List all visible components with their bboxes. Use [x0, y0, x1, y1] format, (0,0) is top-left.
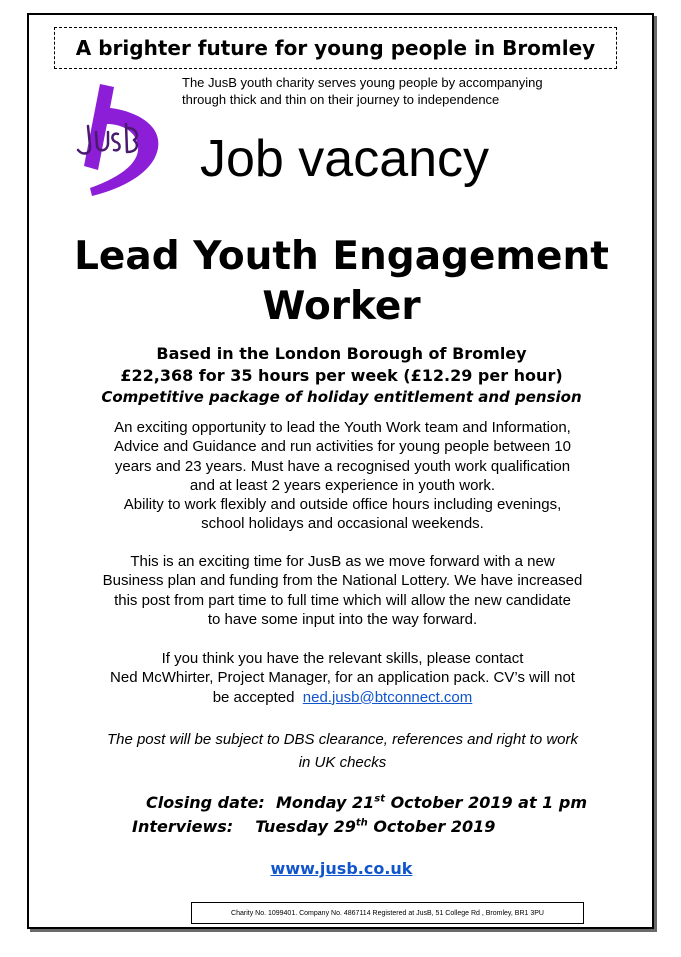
- job-facts: [40, 343, 643, 407]
- job-package: Competitive package of holiday entitlement and pension: [101, 388, 582, 406]
- job-salary: £22,368 for 35 hours per week (£12.29 per hour): [120, 366, 563, 385]
- logo-letters: [78, 124, 137, 153]
- contact-line-3: [80, 688, 605, 707]
- context-line: This is an exciting time for JusB as we move forward with a new: [130, 553, 555, 570]
- closing-date-label: Closing date:: [146, 793, 265, 812]
- intro-line-2: through thick and thin on their journey to independence: [182, 92, 500, 107]
- jusb-logo-icon: [70, 84, 162, 196]
- closing-date-value-b: October 2019 at 1 pm: [385, 793, 588, 812]
- description-paragraph: [80, 418, 605, 534]
- context-paragraph: [80, 552, 605, 629]
- dbs-line-2: in UK checks: [298, 754, 387, 771]
- job-title-line-2: Worker: [262, 284, 421, 329]
- interview-value-b: October 2019: [367, 817, 496, 836]
- intro-text: [182, 74, 602, 108]
- interview-label: Interviews:: [132, 817, 234, 836]
- interview-value-a: Tuesday 29: [255, 817, 356, 836]
- dbs-line-1: The post will be subject to DBS clearance, references and right to work: [106, 731, 579, 748]
- contact-accepted-text: be accepted: [212, 688, 295, 706]
- description-line: school holidays and occasional weekends.: [201, 515, 484, 533]
- job-title-line-1: Lead Youth Engagement: [74, 234, 609, 279]
- logo-swoosh: [84, 84, 158, 196]
- email-link[interactable]: ned.jusb@btconnect.com: [302, 688, 473, 706]
- banner-tagline: A brighter future for young people in Bromley: [54, 27, 617, 69]
- contact-paragraph: [80, 649, 605, 707]
- job-title: [40, 232, 643, 332]
- closing-date: [146, 793, 587, 812]
- closing-date-value-a: Monday 21: [275, 793, 375, 812]
- page-shadow-right: [654, 16, 657, 932]
- context-line: this post from part time to full time which will allow the new candidate: [114, 591, 571, 609]
- description-line: years and 23 years. Must have a recognised youth work qualification: [114, 457, 571, 475]
- contact-line-2: Ned McWhirter, Project Manager, for an application pack. CV’s will not: [110, 669, 575, 687]
- page-shadow-bottom: [30, 929, 657, 932]
- interview-suffix: th: [355, 817, 368, 829]
- charity-footer: Charity No. 1099401. Company No. 4867114 Registered at JusB, 51 College Rd , Bromley, BR1 3PU: [191, 902, 584, 924]
- dbs-notice: [80, 728, 605, 774]
- closing-date-suffix: st: [374, 793, 385, 805]
- intro-line-1: The JusB youth charity serves young people by accompanying: [182, 75, 543, 90]
- job-location: Based in the London Borough of Bromley: [156, 344, 527, 363]
- description-line: Ability to work flexibly and outside office hours including evenings,: [123, 496, 562, 514]
- description-line: Advice and Guidance and run activities for young people between 10: [114, 438, 571, 456]
- context-line: Business plan and funding from the National Lottery. We have increased: [102, 572, 583, 590]
- description-line: An exciting opportunity to lead the Youth Work team and Information,: [114, 419, 571, 436]
- contact-line-1: If you think you have the relevant skills, please contact: [161, 650, 524, 667]
- description-line: and at least 2 years experience in youth work.: [189, 476, 496, 494]
- job-vacancy-heading: Job vacancy: [200, 130, 490, 188]
- interview-date: [132, 817, 495, 836]
- context-line: to have some input into the way forward.: [207, 610, 478, 628]
- website-link[interactable]: www.jusb.co.uk: [270, 859, 413, 878]
